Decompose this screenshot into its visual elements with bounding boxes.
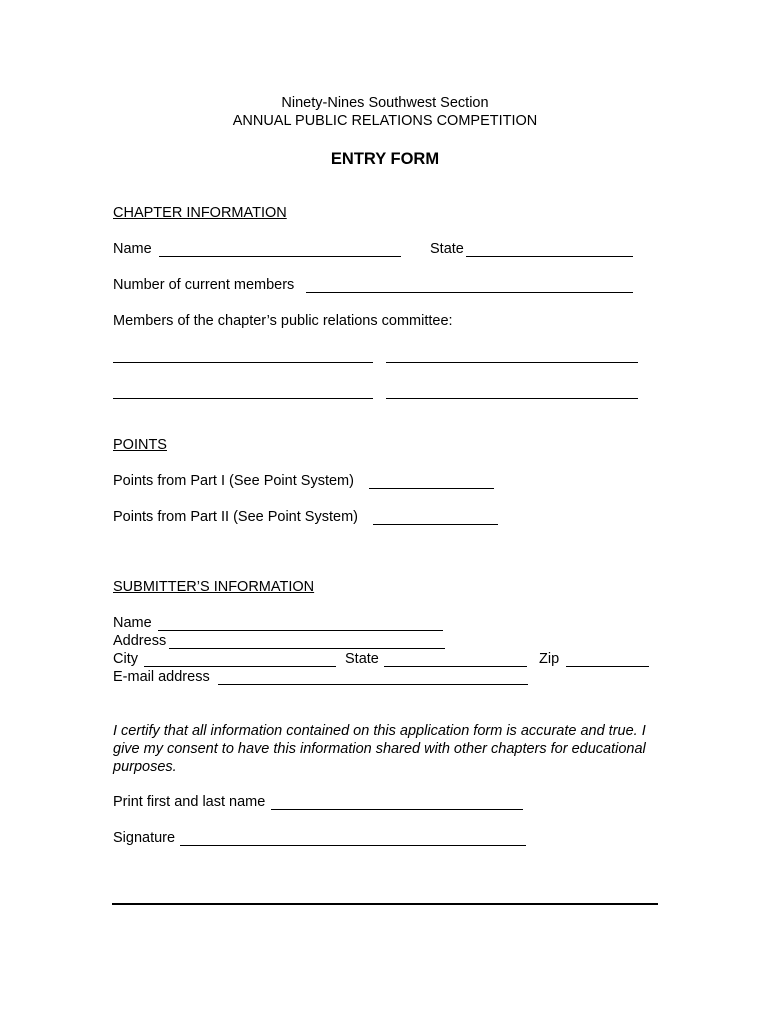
address-field[interactable] <box>169 648 445 649</box>
submitter-name-field[interactable] <box>158 630 443 631</box>
submitter-state-label: State <box>345 651 379 667</box>
members-count-field[interactable] <box>306 292 633 293</box>
committee-member-field-3[interactable] <box>113 398 373 399</box>
signature-label: Signature <box>113 830 176 846</box>
org-name: Ninety-Nines Southwest Section <box>281 95 489 111</box>
certification-statement: I certify that all information contained on this application form is accurate and true. I give my consent to have this information shared with other chapters for educational purposes. <box>113 723 646 775</box>
chapter-info-heading: CHAPTER INFORMATION <box>113 205 287 221</box>
members-count-label: Number of current members <box>113 277 295 293</box>
signature-field[interactable] <box>180 845 526 846</box>
committee-label: Members of the chapter’s public relations committee: <box>113 313 453 329</box>
committee-member-field-2[interactable] <box>386 362 638 363</box>
print-name-field[interactable] <box>271 809 523 810</box>
points-part2-field[interactable] <box>373 524 498 525</box>
points-part1-label: Points from Part I (See Point System) <box>113 473 354 489</box>
chapter-state-field[interactable] <box>466 256 633 257</box>
competition-name: ANNUAL PUBLIC RELATIONS COMPETITION <box>232 113 538 129</box>
zip-label: Zip <box>539 651 560 667</box>
points-heading: POINTS <box>113 437 167 453</box>
zip-field[interactable] <box>566 666 649 667</box>
chapter-name-label: Name <box>113 241 152 257</box>
page-title: ENTRY FORM <box>330 150 440 168</box>
chapter-name-field[interactable] <box>159 256 401 257</box>
committee-member-field-1[interactable] <box>113 362 373 363</box>
submitter-info-heading: SUBMITTER’S INFORMATION <box>113 579 315 595</box>
city-label: City <box>113 651 138 667</box>
committee-member-field-4[interactable] <box>386 398 638 399</box>
email-label: E-mail address <box>113 669 210 685</box>
email-field[interactable] <box>218 684 528 685</box>
points-part2-label: Points from Part II (See Point System) <box>113 509 358 525</box>
address-label: Address <box>113 633 167 649</box>
chapter-state-label: State <box>430 241 464 257</box>
submitter-name-label: Name <box>113 615 152 631</box>
print-name-label: Print first and last name <box>113 794 266 810</box>
city-field[interactable] <box>144 666 336 667</box>
bottom-divider <box>112 903 658 905</box>
points-part1-field[interactable] <box>369 488 494 489</box>
submitter-state-field[interactable] <box>384 666 527 667</box>
